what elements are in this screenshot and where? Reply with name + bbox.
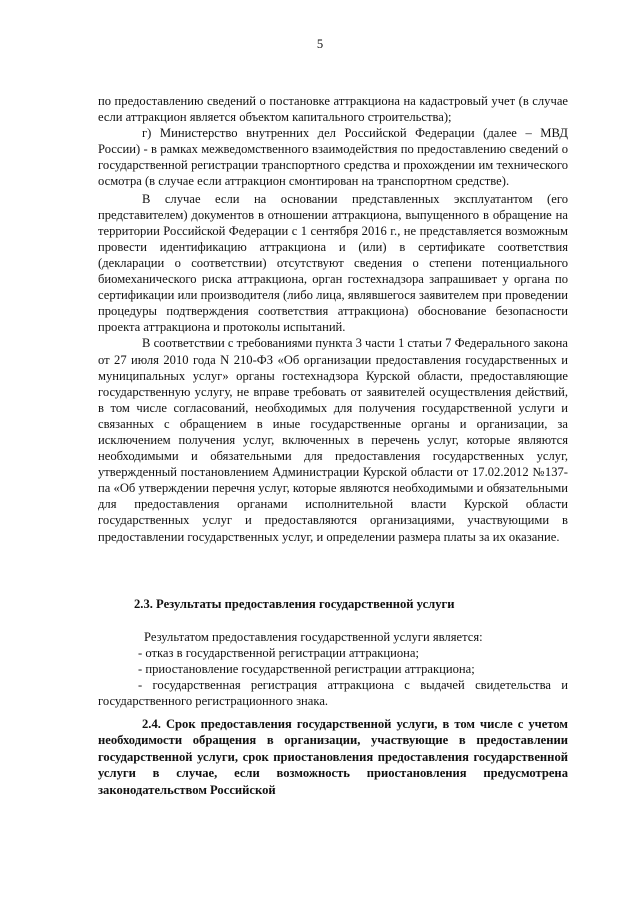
list-item: - приостановление государственной регистрации аттракциона; [138,662,475,677]
paragraph-continuation: по предоставлению сведений о постановке аттракциона на кадастровый учет (в случае если аттракцион является объектом капитального строительства); [98,94,568,125]
section-2-4 [98,716,568,798]
section-2-4-heading: 2.4. Срок предоставления государственной услуги, в том числе с учетом необходимости обращения в организации, участвующие в предоставлении государственной услуги, срок приостановления предоставления государственной услуги в случае, если возможность приостановления предусмотрена законодательством Российской [98,717,568,797]
section-2-3-heading: 2.3. Результаты предоставления государственной услуги [134,597,455,611]
results-list [98,629,568,709]
section-2-3 [98,596,568,710]
page-number: 5 [316,37,324,51]
text-block-top [98,93,568,545]
list-item: - государственная регистрация аттракциона с выдачей свидетельства и государственного регистрационного знака. [98,678,568,709]
paragraph-identification: В случае если на основании представленных эксплуатантом (его представителем) документов в отношении аттракциона, выпущенного в обращение на территории Российской Федерации с 1 сентября 2016 г., не представляется возможным провести идентификацию аттракциона и (или) в сертификате соответствия (декларации о соответствии) отсутствуют сведения о степени потенциального биомеханического риска аттракциона, орган гостехнадзора запрашивает у органа по сертификации или производителя (либо лица, являвшегося заявителем при проведении процедуры подтверждения соответствия аттракциона) обоснование безопасности проекта аттракциона и протоколы испытаний. [98,191,568,335]
list-item: - отказ в государственной регистрации аттракциона; [138,646,419,661]
results-intro: Результатом предоставления государственной услуги является: [144,630,483,645]
paragraph-mvd: г) Министерство внутренних дел Российской Федерации (далее – МВД России) - в рамках межведомственного взаимодействия по предоставлению сведений о государственной регистрации транспортного средства и прохождении им технического осмотра (в случае если аттракцион смонтирован на транспортном средстве). [98,126,568,189]
paragraph-federal-law: В соответствии с требованиями пункта 3 части 1 статьи 7 Федерального закона от 27 июля 2010 года N 210-ФЗ «Об организации предоставления государственных и муниципальных услуг» органы гостехнадзора Курской области, предоставляющие государственную услугу, не вправе требовать от заявителей осуществления действий, в том числе согласований, необходимых для получения государственной услуги и связанных с обращением в иные государственные органы и организации, за исключением получения услуг, включенных в перечень услуг, которые являются необходимыми и обязательными для предоставления государственных услуг, утвержденный постановлением Администрации Курской области от 17.02.2012 №137-па «Об утверждении перечня услуг, которые являются необходимыми и обязательными для предоставления органами исполнительной власти Курской области государственных услуг и предоставляются организациями, участвующими в предоставлении государственных услуг, и определении размера платы за их оказание. [98,336,568,544]
